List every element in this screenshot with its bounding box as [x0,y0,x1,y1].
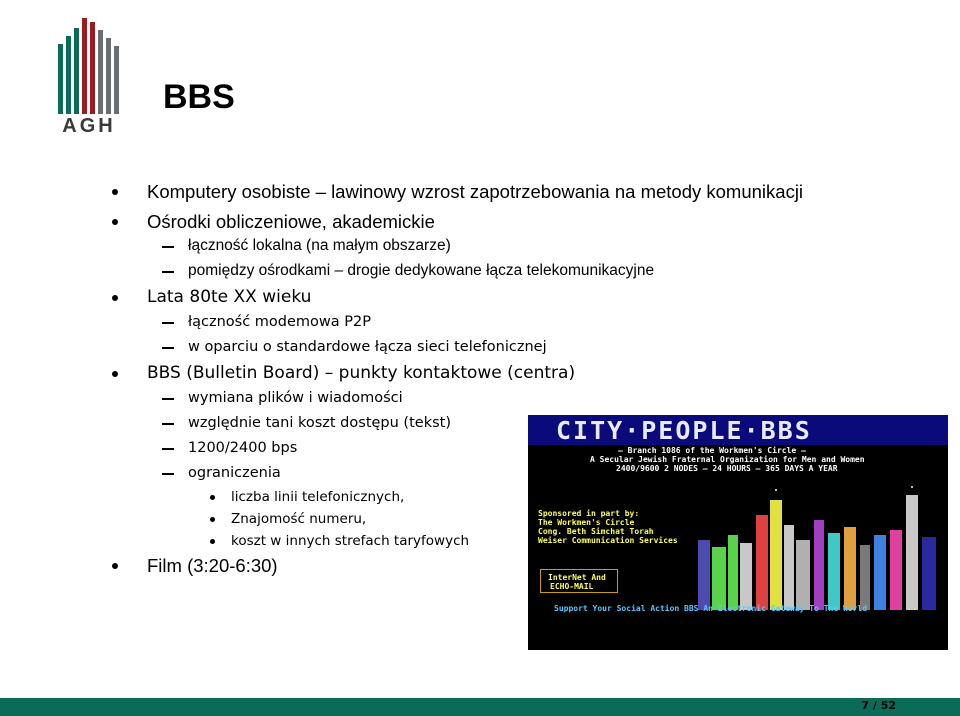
footer-bar [0,698,960,716]
bullet-item [112,362,832,385]
bullet-text: Lata 80te XX wieku [147,287,312,307]
bbs-sponsor-line: The Workmen's Circle [538,518,635,527]
subsub-bullet-text: liczba linii telefonicznych, [231,489,405,505]
dash-marker [162,473,174,475]
bbs-branch: – Branch 1086 of the Workmen's Circle – [618,446,806,455]
dash-marker [162,246,174,248]
bbs-screenshot [528,415,948,650]
bbs-header [528,415,948,445]
sub-bullet-text: wymiana plików i wiadomości [188,390,403,406]
bullet-text: BBS (Bulletin Board) – punkty kontaktowe (centra) [147,363,576,383]
sub-bullet-text: względnie tani koszt dostępu (tekst) [188,415,451,431]
bullet-text: Ośrodki obliczeniowe, akademickie [147,211,435,232]
bullet-item [112,210,832,233]
bullet-dot [112,219,118,225]
sub-bullet-text: pomiędzy ośrodkami – drogie dedykowane łącza telekomunikacyjne [188,262,655,279]
dash-marker [162,347,174,349]
bbs-sponsor-line: Cong. Beth Simchat Torah [538,527,654,536]
logo-text: AGH [62,115,116,134]
skyline-graphic [698,485,948,610]
bullet-text: Komputery osobiste – lawinowy wzrost zapotrzebowania na metody komunikacji [147,181,804,202]
sub-bullet-item [112,337,832,357]
bbs-support-line: Support Your Social Action BBS An Electronic Gateway To The World [554,604,868,613]
sub-bullet-text: łączność lokalna (na małym obszarze) [188,237,451,254]
dash-marker [162,398,174,400]
page-number: 7 / 52 [861,699,896,712]
sub-bullet-item [112,388,832,408]
bullet-item [112,286,832,309]
subsub-bullet-text: Znajomość numeru, [231,511,367,527]
bullet-dot [112,563,118,569]
bbs-nodes: 2400/9600 2 NODES – 24 HOURS – 365 DAYS A YEAR [616,464,838,473]
dash-marker [162,322,174,324]
bullet-dot [112,189,118,195]
bbs-sponsor-line: Sponsored in part by: [538,509,640,518]
sub-bullet-text: łączność modemowa P2P [188,314,371,330]
subsub-bullet-text: koszt w innych strefach taryfowych [231,533,470,549]
bullet-item [112,180,832,203]
dash-marker [162,271,174,273]
sub-bullet-item [112,236,832,256]
sub-bullet-text: 1200/2400 bps [188,440,298,456]
sub-bullet-item [112,312,832,332]
bullet-text: Film (3:20-6:30) [147,555,278,576]
bbs-title: CITY·PEOPLE·BBS [556,416,812,445]
agh-logo [54,14,124,134]
bullet-dot [112,371,118,377]
sub-bullet-item [112,261,832,281]
dash-marker [162,448,174,450]
bbs-org: A Secular Jewish Fraternal Organization for Men and Women [590,455,865,464]
slide-title: BBS [163,78,235,116]
bullet-dot [210,539,215,544]
bbs-box-line: InterNet And [548,573,606,582]
dash-marker [162,423,174,425]
sub-bullet-text: ograniczenia [188,465,281,481]
bbs-sponsor-line: Weiser Communication Services [538,536,678,545]
bullet-dot [210,517,215,522]
bullet-dot [210,495,215,500]
bullet-dot [112,295,118,301]
sub-bullet-text: w oparciu o standardowe łącza sieci telefonicznej [188,339,547,355]
bbs-box-line: ECHO-MAIL [550,582,594,591]
